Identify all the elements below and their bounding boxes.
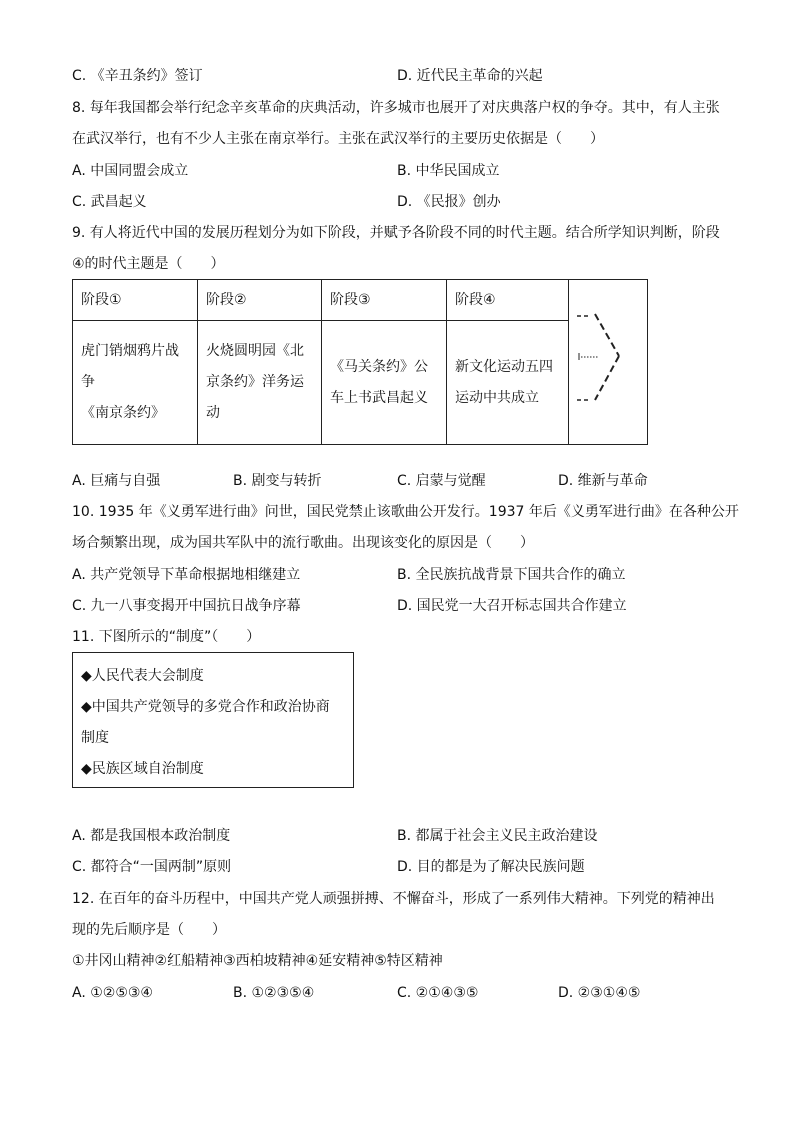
q7-option-d: D. 近代民主革命的兴起	[397, 68, 543, 84]
q12-stem-line1: 12. 在百年的奋斗历程中，中国共产党人顽强拼搏、不懈奋斗，形成了一系列伟大精神。下列党的精神出	[72, 891, 715, 907]
stage-table-body-row	[73, 321, 648, 445]
stage-arrow-cell	[569, 280, 648, 445]
q11-option-c: C. 都符合“一国两制”原则	[72, 859, 232, 875]
q10-option-c: C. 九一八事变揭开中国抗日战争序幕	[72, 598, 301, 614]
q7-option-c: C. 《辛丑条约》签订	[72, 68, 203, 84]
q9-option-c: C. 启蒙与觉醒	[397, 473, 486, 489]
q11-box-line4: ◆民族区域自治制度	[81, 761, 204, 777]
q12-option-a: A. ①②⑤③④	[72, 985, 153, 1001]
stage-cell-3	[322, 321, 447, 445]
q8-option-d: D. 《民报》创办	[397, 194, 501, 210]
dashed-arrow-icon	[569, 280, 648, 432]
stage-cell-1-line3: 《南京条约》	[81, 405, 165, 421]
stage-table-header-row	[73, 280, 648, 321]
q8-option-c: C. 武昌起义	[72, 194, 147, 210]
q9-stem-line2: ④的时代主题是（ ）	[72, 256, 225, 272]
stage-cell-2-line3: 动	[206, 405, 220, 421]
stage-cell-4-line1: 新文化运动五四	[455, 358, 553, 375]
stage-cell-1-line2: 争	[81, 374, 95, 390]
q11-box-line3: 制度	[81, 730, 109, 746]
stage-cell-2-line2: 京条约》洋务运	[206, 374, 304, 390]
q9-stem-line1: 9. 有人将近代中国的发展历程划分为如下阶段，并赋予各阶段不同的时代主题。结合所学知识判断，阶段	[72, 225, 720, 241]
stage-cell-2	[198, 321, 322, 445]
q10-option-a: A. 共产党领导下革命根据地相继建立	[72, 567, 301, 583]
q12-option-d: D. ②③①④⑤	[558, 985, 641, 1001]
q8-stem-line2: 在武汉举行，也有不少人主张在南京举行。主张在武汉举行的主要历史依据是（ ）	[72, 131, 604, 147]
q11-box-line1: ◆人民代表大会制度	[81, 668, 204, 684]
q11-stem: 11. 下图所示的“制度”（ ）	[72, 629, 261, 645]
q11-option-d: D. 目的都是为了解决民族问题	[397, 859, 585, 875]
stage-table	[72, 279, 648, 445]
q10-stem-line2: 场合频繁出现，成为国共军队中的流行歌曲。出现该变化的原因是（ ）	[72, 535, 534, 551]
stage-header-1: 阶段①	[73, 280, 198, 321]
stage-cell-3-line2: 车上书武昌起义	[330, 389, 428, 406]
q9-option-a: A. 巨痛与自强	[72, 473, 161, 489]
stage-cell-1-line1: 虎门销烟鸦片战	[81, 343, 179, 359]
q8-option-b: B. 中华民国成立	[397, 163, 500, 179]
q11-system-box	[72, 652, 354, 788]
q9-option-b: B. 剧变与转折	[233, 473, 322, 489]
stage-header-4: 阶段④	[447, 280, 569, 321]
stage-cell-4	[447, 321, 569, 445]
q12-stem-line2: 现的先后顺序是（ ）	[72, 922, 226, 938]
q8-stem-line1: 8. 每年我国都会举行纪念辛亥革命的庆典活动，许多城市也展开了对庆典落户权的争夺。其中，有人主张	[72, 100, 720, 116]
q9-option-d: D. 维新与革命	[558, 473, 648, 489]
stage-cell-1	[73, 321, 198, 445]
q12-option-b: B. ①②③⑤④	[233, 985, 315, 1001]
q10-option-d: D. 国民党一大召开标志国共合作建立	[397, 598, 627, 614]
q10-stem-line1: 10. 1935 年《义勇军进行曲》问世，国民党禁止该歌曲公开发行。1937 年后《义勇军进行曲》在各种公开	[72, 504, 739, 520]
q11-option-a: A. 都是我国根本政治制度	[72, 828, 231, 844]
q8-option-a: A. 中国同盟会成立	[72, 163, 189, 179]
stage-cell-4-line2: 运动中共成立	[455, 389, 539, 406]
q12-option-c: C. ②①④③⑤	[397, 985, 479, 1001]
q11-box-line2: ◆中国共产党领导的多党合作和政治协商	[81, 699, 330, 715]
stage-cell-3-line1: 《马关条约》公	[330, 358, 428, 375]
q11-option-b: B. 都属于社会主义民主政治建设	[397, 828, 598, 844]
q10-option-b: B. 全民族抗战背景下国共合作的确立	[397, 567, 626, 583]
stage-cell-2-line1: 火烧圆明园《北	[206, 343, 304, 359]
q12-items: ①井冈山精神②红船精神③西柏坡精神④延安精神⑤特区精神	[72, 953, 443, 969]
stage-header-3: 阶段③	[322, 280, 447, 321]
stage-header-2: 阶段②	[198, 280, 322, 321]
